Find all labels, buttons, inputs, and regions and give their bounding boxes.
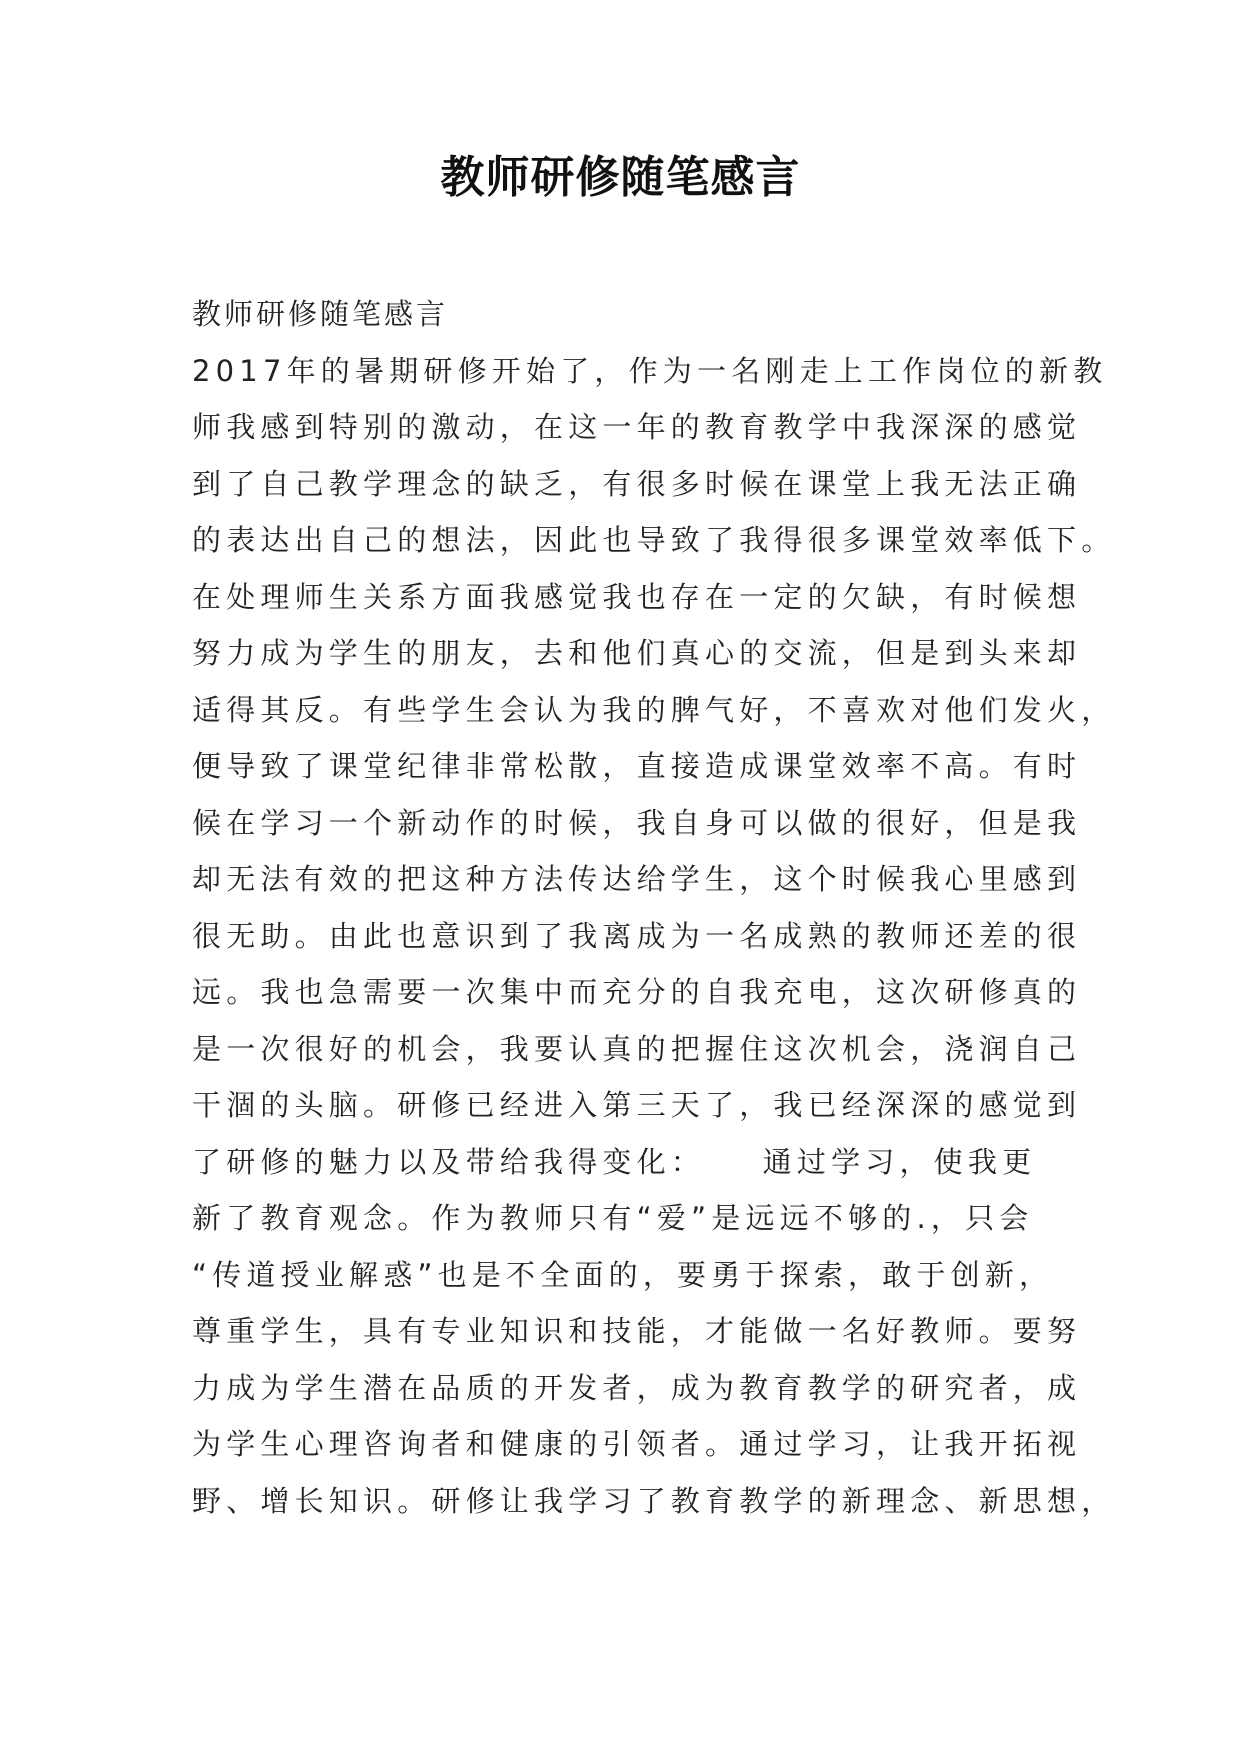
body-line: 力成为学生潜在品质的开发者，成为教育教学的研究者，成 xyxy=(192,1370,1082,1405)
body-line: “传道授业解惑”也是不全面的，要勇于探索，敢于创新， xyxy=(192,1257,1054,1292)
body-line: 是一次很好的机会，我要认真的把握住这次机会，浇润自己 xyxy=(192,1031,1082,1066)
body-line: 新了教育观念。作为教师只有“爱”是远远不够的.，只会 xyxy=(192,1201,1034,1235)
body-line: 很无助。由此也意识到了我离成为一名成熟的教师还差的很 xyxy=(192,918,1082,953)
body-line: 却无法有效的把这种方法传达给学生，这个时候我心里感到 xyxy=(192,862,1082,896)
body-line: 野、增长知识。研修让我学习了教育教学的新理念、新思想， xyxy=(192,1483,1116,1518)
body-line: 远。我也急需要一次集中而充分的自我充电，这次研修真的 xyxy=(192,975,1082,1009)
body-line: 努力成为学生的朋友，去和他们真心的交流，但是到头来却 xyxy=(192,636,1082,670)
body-subtitle: 教师研修随笔感言 xyxy=(192,297,449,331)
body-line: 便导致了课堂纪律非常松散，直接造成课堂效率不高。有时 xyxy=(192,749,1082,783)
body-line: 为学生心理咨询者和健康的引领者。通过学习，让我开拓视 xyxy=(192,1427,1082,1461)
body-line: 尊重学生，具有专业知识和技能，才能做一名好教师。要努 xyxy=(192,1314,1082,1348)
body-line: 适得其反。有些学生会认为我的脾气好，不喜欢对他们发火， xyxy=(192,692,1116,727)
body-line: 了研修的魅力以及带给我得变化： 通过学习，使我更 xyxy=(192,1144,1037,1179)
body-line: 到了自己教学理念的缺乏，有很多时候在课堂上我无法正确 xyxy=(192,466,1082,501)
body-line: 干涸的头脑。研修已经进入第三天了，我已经深深的感觉到 xyxy=(192,1088,1082,1122)
body-line: 候在学习一个新动作的时候，我自身可以做的很好，但是我 xyxy=(192,805,1082,840)
body-line: 2017年的暑期研修开始了，作为一名刚走上工作岗位的新教 xyxy=(192,353,1108,388)
body-line: 师我感到特别的激动，在这一年的教育教学中我深深的感觉 xyxy=(192,410,1082,444)
body-line: 的表达出自己的想法，因此也导致了我得很多课堂效率低下。 xyxy=(192,523,1116,557)
body-line: 在处理师生关系方面我感觉我也存在一定的欠缺，有时候想 xyxy=(192,579,1082,614)
document-body xyxy=(192,286,1116,1529)
document-title: 教师研修随笔感言 xyxy=(440,152,801,203)
